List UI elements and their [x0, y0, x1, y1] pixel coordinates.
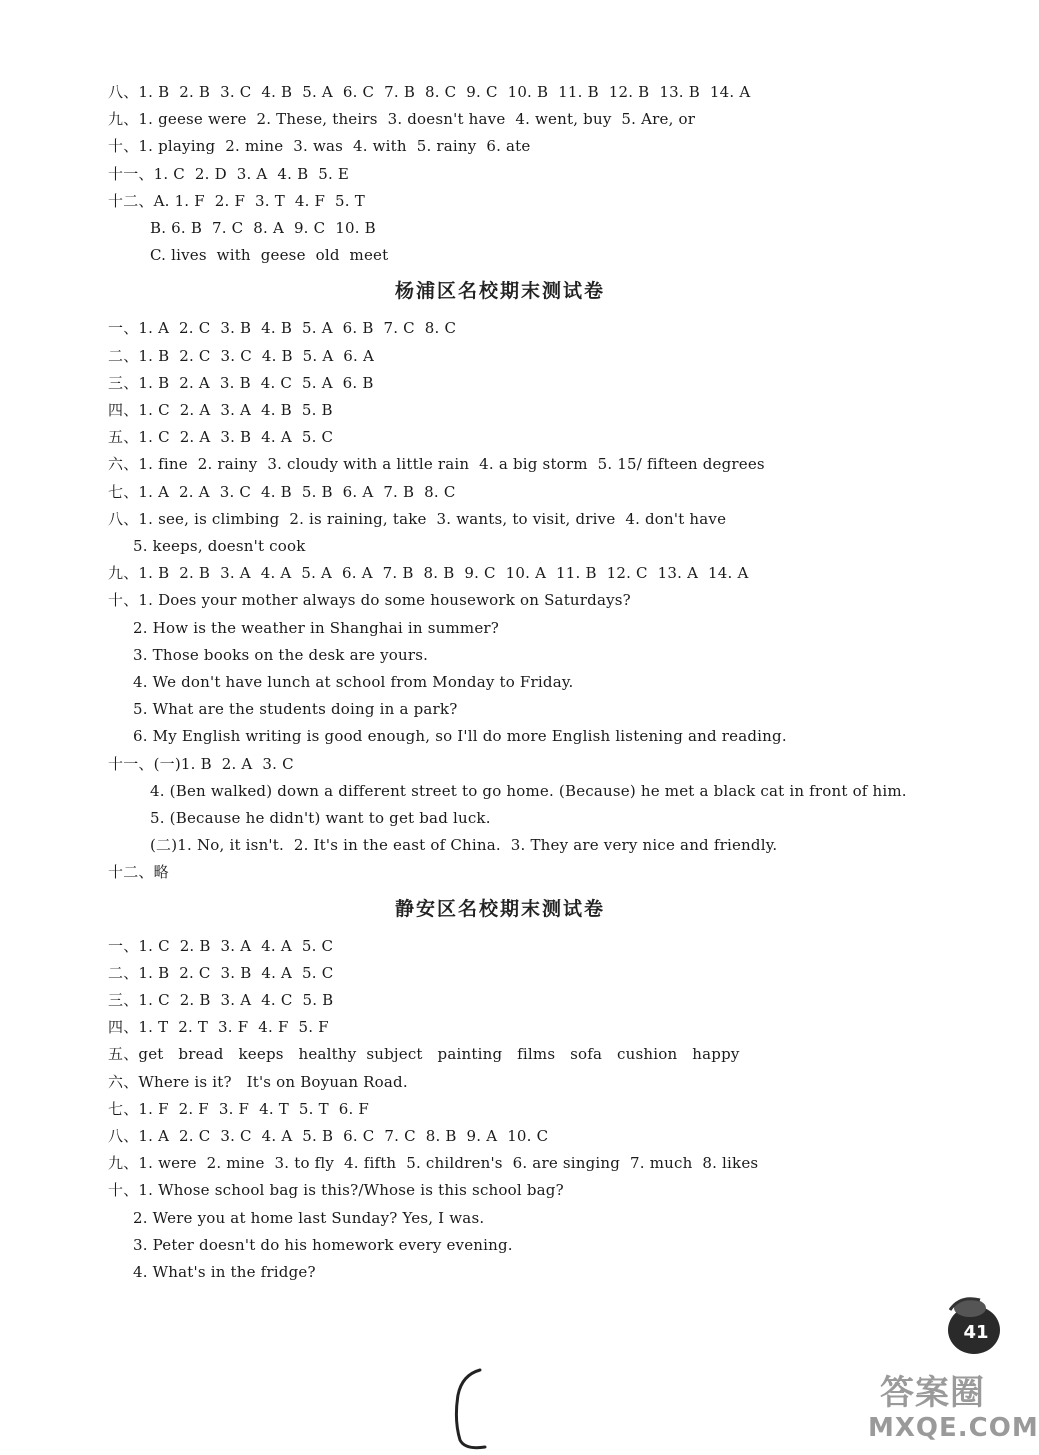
answer-line: 九、1. geese were 2. These, theirs 3. doesn't have 4. went, buy 5. Are, or [108, 110, 696, 129]
answer-line: 一、1. C 2. B 3. A 4. A 5. C [108, 936, 334, 955]
answer-line: 3. Peter doesn't do his homework every evening. [133, 1235, 513, 1254]
answer-line: 5. (Because he didn't) want to get bad luck. [150, 809, 491, 827]
answer-line: 六、1. fine 2. rainy 3. cloudy with a little rain 4. a big storm 5. 15/ fifteen degrees [108, 455, 765, 474]
answer-line: 十、1. Whose school bag is this?/Whose is this school bag? [108, 1181, 564, 1200]
answer-line: 八、1. A 2. C 3. C 4. A 5. B 6. C 7. C 8. B 9. A 10. C [108, 1127, 549, 1145]
answer-line: 九、1. were 2. mine 3. to fly 4. fifth 5. children's 6. are singing 7. much 8. likes [108, 1154, 759, 1173]
answer-line: 十、1. Does your mother always do some housework on Saturdays? [108, 591, 631, 610]
answer-line: 4. What's in the fridge? [133, 1263, 316, 1281]
watermark-url: MXQE.COM [868, 1413, 1039, 1443]
answer-line: 二、1. B 2. C 3. B 4. A 5. C [108, 963, 334, 982]
answer-line: 四、1. C 2. A 3. A 4. B 5. B [108, 401, 333, 419]
answer-line: 一、1. A 2. C 3. B 4. B 5. A 6. B 7. C 8. C [108, 319, 457, 338]
answer-line: 十一、(一)1. B 2. A 3. C [108, 754, 294, 773]
answer-line: 5. keeps, doesn't cook [133, 537, 306, 555]
answer-line: 五、1. C 2. A 3. B 4. A 5. C [108, 428, 334, 447]
answer-line: B. 6. B 7. C 8. A 9. C 10. B [150, 219, 376, 237]
answer-line: 六、Where is it? It's on Boyuan Road. [108, 1072, 408, 1091]
page-number: 41 [963, 1322, 989, 1343]
answer-line: 十二、略 [108, 863, 169, 882]
answer-line: 九、1. B 2. B 3. A 4. A 5. A 6. A 7. B 8. B 9. C 10. A 11. B 12. C 13. A 14. A [108, 564, 749, 583]
answer-line: 三、1. C 2. B 3. A 4. C 5. B [108, 991, 334, 1009]
answer-line: 2. How is the weather in Shanghai in summer? [133, 618, 500, 637]
answer-line: 十一、1. C 2. D 3. A 4. B 5. E [108, 164, 350, 183]
pen-scribble [440, 1365, 500, 1455]
answer-line: 七、1. F 2. F 3. F 4. T 5. T 6. F [108, 1099, 369, 1118]
answer-line: 6. My English writing is good enough, so I'll do more English listening and reading. [133, 727, 787, 746]
section-title: 杨浦区名校期末测试卷 [394, 280, 605, 303]
answer-line: C. lives with geese old meet [150, 246, 389, 265]
answer-line: 十二、A. 1. F 2. F 3. T 4. F 5. T [108, 191, 365, 210]
answer-line: 八、1. B 2. B 3. C 4. B 5. A 6. C 7. B 8. C 9. C 10. B 11. B 12. B 13. B 14. A [108, 83, 751, 101]
answer-line: 3. Those books on the desk are yours. [133, 645, 429, 664]
answer-line: 十、1. playing 2. mine 3. was 4. with 5. rainy 6. ate [108, 137, 531, 156]
answer-line: (二)1. No, it isn't. 2. It's in the east of China. 3. They are very nice and friendly. [150, 836, 778, 855]
section-title: 静安区名校期末测试卷 [394, 897, 605, 920]
watermark-logo-text: 答案圈 [880, 1373, 985, 1413]
answer-line: 4. (Ben walked) down a different street to go home. (Because) he met a black cat in front of him. [150, 781, 907, 800]
answer-line: 二、1. B 2. C 3. C 4. B 5. A 6. A [108, 346, 375, 365]
answer-line: 八、1. see, is climbing 2. is raining, take 3. wants, to visit, drive 4. don't have [108, 509, 727, 528]
answer-line: 2. Were you at home last Sunday? Yes, I was. [133, 1208, 485, 1227]
answer-line: 三、1. B 2. A 3. B 4. C 5. A 6. B [108, 373, 374, 392]
page-number-badge [940, 1290, 1000, 1360]
answer-line: 五、get bread keeps healthy subject painting films sofa cushion happy [108, 1045, 740, 1064]
answer-line: 四、1. T 2. T 3. F 4. F 5. F [108, 1018, 329, 1037]
answer-line: 七、1. A 2. A 3. C 4. B 5. B 6. A 7. B 8. C [108, 482, 456, 501]
answer-line: 5. What are the students doing in a park? [133, 700, 458, 719]
answer-line: 4. We don't have lunch at school from Monday to Friday. [133, 673, 574, 691]
watermark [860, 1365, 1039, 1450]
